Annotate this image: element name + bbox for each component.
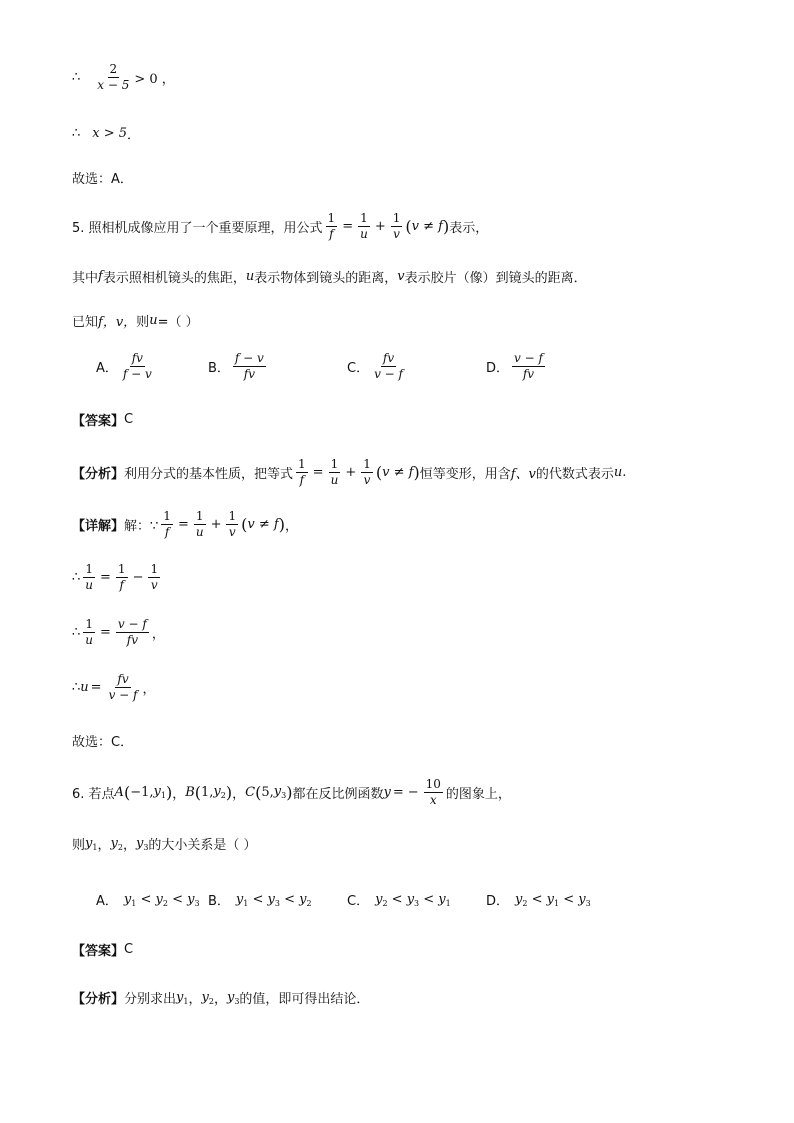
question-6-stem: 6. 若点 A ( −1, $y_1$ ) ， B ( 1, $y_2$ ) ， C ( 5, $y_3$ ) 都在反比例函数 y = − $\frac{10}{x}$ 的图象上，	[72, 777, 511, 807]
q5-final: 故选：C．	[72, 735, 134, 750]
q6-choice-a[interactable]: A． $y_1 < y_2 < y_3$	[96, 891, 200, 909]
q5-analysis: 【分析】 利用分式的基本性质，把等式 $\frac{1}{f}$ = $\frac{1}{u}$ + $\frac{1}{v}$ ( v ≠ f ) 恒等变形，用含 f、v 的代数式表示 u.	[72, 457, 627, 487]
q6-analysis: 【分析】 分别求出 $y_1$ ， $y_2$ ， $y_3$ 的值，即可得出结论．	[72, 989, 370, 1007]
q5-choice-a[interactable]: A． $\frac{fv}{f - v}$	[96, 351, 152, 381]
q5-step-1: ∴ $\frac{1}{u}$ = $\frac{1}{f}$ − $\frac{1}{v}$	[72, 562, 159, 592]
q5-choice-b[interactable]: B． $\frac{f - v}{fv}$	[208, 351, 264, 381]
q6-choice-c[interactable]: C． $y_2 < y_3 < y_1$	[347, 891, 451, 909]
choose-a: 故选：A．	[72, 172, 133, 187]
q6-choice-b[interactable]: B． $y_1 < y_3 < y_2$	[208, 891, 312, 909]
step-fraction-positive: ∴ $\frac{2}{x - 5}$ > 0 ，	[72, 62, 175, 92]
q6-answer: 【答案】 C	[72, 942, 134, 959]
fraction: $\frac{2}{x - 5}$	[97, 62, 130, 92]
question-5-stem: 5. 照相机成像应用了一个重要原理，用公式 $\frac{1}{f}$ = $\frac{1}{u}$ + $\frac{1}{v}$ ( v ≠ f ) 表示，	[72, 211, 489, 241]
q5-answer: 【答案】 C	[72, 412, 134, 429]
q5-choice-d[interactable]: D． $\frac{v - f}{fv}$	[486, 351, 543, 381]
q5-step-3: ∴ u = $\frac{fv}{v - f}$ ，	[72, 672, 156, 702]
q6-choice-d[interactable]: D． $y_2 < y_1 < y_3$	[486, 891, 591, 909]
question-5-explanation: 其中 f 表示照相机镜头的焦距， u 表示物体到镜头的距离， v 表示胶片（像）到镜头的距离．	[72, 269, 587, 286]
step-x-greater-5: ∴ x > 5 ．	[72, 126, 141, 143]
q5-choice-c[interactable]: C． $\frac{fv}{v - f}$	[347, 351, 403, 381]
question-5-ask: 已知 f，v， 则 u =（ ）	[72, 313, 199, 330]
q5-detail: 【详解】 解：∵ $\frac{1}{f}$ = $\frac{1}{u}$ + $\frac{1}{v}$ ( v ≠ f ) ，	[72, 509, 298, 539]
therefore-symbol: ∴	[72, 69, 81, 85]
q5-step-2: ∴ $\frac{1}{u}$ = $\frac{v - f}{fv}$ ，	[72, 617, 165, 647]
question-6-ask: 则 $y_1$ ， $y_2$ ， $y_3$ 的大小关系是（ ）	[72, 835, 257, 853]
